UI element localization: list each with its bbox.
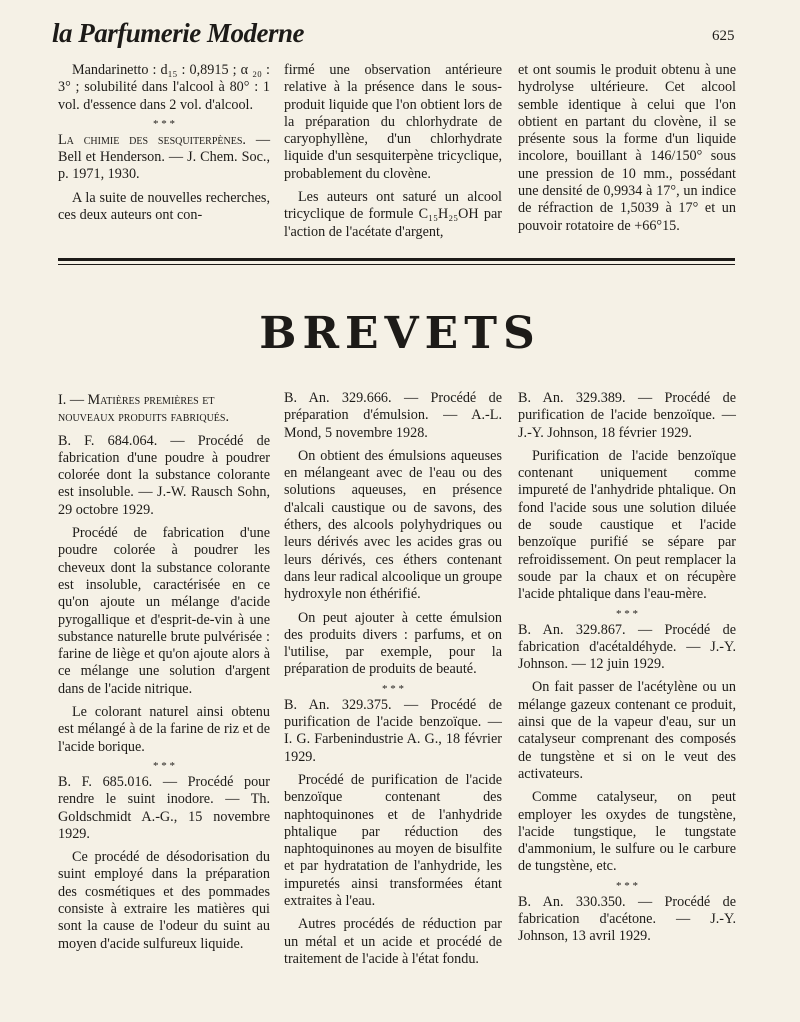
paragraph: Comme catalyseur, on peut employer les oxydes de tungstène, l'acide tungstique, le tungstate d'ammonium, le sulfure ou le carbure de tungstène, etc. (518, 789, 736, 875)
separator-stars: * * * (616, 879, 638, 892)
patent-heading: B. An. 329.389. — Procédé de purification de l'acide benzoïque. — J.-Y. Johnson, 18 février 1929. (518, 390, 736, 441)
paragraph: Le colorant naturel ainsi obtenu est mélangé à de la farine de riz et de l'acide borique. (58, 704, 270, 755)
separator-stars: * * * (153, 117, 175, 130)
patent-heading: B. An. 329.666. — Procédé de préparation d'émulsion. — A.-L. Mond, 5 novembre 1928. (284, 390, 502, 441)
article-title: La chimie des sesquiterpènes. (58, 131, 246, 148)
paragraph: Procédé de purification de l'acide benzoïque contenant des naphtoquinones et de l'anhydride phtalique par réduction des naphtoquinones au moyen de bisulfite et par hydratation de l'anhydride, les impuretés ainsi transformées étant extraites à l'eau. (284, 771, 502, 910)
top-column-1 (58, 62, 270, 230)
top-column-3 (518, 62, 736, 241)
brevets-column-3 (518, 390, 736, 952)
article-reference: — Bell et Henderson. — J. Chem. Soc., p. 1971, 1930. (58, 131, 270, 183)
paragraph: On fait passer de l'acétylène ou un mélange gazeux contenant ce produit, ainsi que de la vapeur d'eau, sur un catalyseur comprenant des composés de tungstène et si on le veut des activateurs. (518, 679, 736, 782)
paragraph: Autres procédés de réduction par un métal et un acide et procédé de traitement de l'acide à l'état fondu. (284, 916, 502, 967)
patent-heading: B. An. 330.350. — Procédé de fabrication d'acétone. — J.-Y. Johnson, 13 avril 1929. (518, 893, 736, 945)
separator-stars: * * * (616, 607, 638, 620)
separator-stars: * * * (382, 682, 404, 695)
paragraph: On peut ajouter à cette émulsion des produits divers : parfums, et on l'utilise, par exemple, pour la préparation de produits de beauté. (284, 609, 502, 678)
page-number: 625 (712, 28, 735, 44)
paragraph: Purification de l'acide benzoïque contenant uniquement comme impureté de l'anhydride phtalique. On fond l'acide sous une solution diluée de soude caustique et l'acide benzoïque purifié se sépare par refroidissement. On peut remplacer la soude par la chaux et on récupère l'acide phtalique dans l'eau-mère. (518, 447, 736, 603)
paragraph: Ce procédé de désodorisation du suint employé dans la préparation des cosmétiques et des pommades consiste à extraire les matières qui sont la cause de l'odeur du suint au moyen d'acide sulfureux liquide. (58, 849, 270, 952)
paragraph: Mandarinetto : d₁₅ : 0,8915 ; α ₂₀ : 3° ; solubilité dans l'alcool à 80° : 1 vol. d'essence dans 2 vol. d'alcool. (58, 62, 270, 113)
section-heading: I. — Matières premières et nouveaux produits fabriqués. (58, 392, 230, 426)
section-title: BREVETS (259, 308, 541, 359)
patent-heading: B. An. 329.867. — Procédé de fabrication d'acétaldéhyde. — J.-Y. Johnson. — 12 juin 1929. (518, 621, 736, 673)
brevets-column-1 (58, 392, 270, 959)
paragraph: On obtient des émulsions aqueuses en mélangeant avec de l'eau ou des solutions aqueuses, en présence d'alcali caustique ou de savons, des éthers, des alcools polyhydriques ou leurs dérivés avec les acides gras ou leurs dérivés, ces éthers contenant dans leur radical alcoolique un groupe hydroxyle non éthérifié. (284, 447, 502, 603)
paragraph: firmé une observation antérieure relative à la présence dans le sous-produit liquide que l'on obtient lors de la préparation du chlorhydrate de caryophyllène, d'un chlorhydrate liquide d'un sesquiterpène tricyclique, probablement du clovène. (284, 62, 502, 182)
paragraph: A la suite de nouvelles recherches, ces deux auteurs ont con- (58, 189, 270, 224)
paragraph: Les auteurs ont saturé un alcool tricyclique de formule C₁₅H₂₅OH par l'action de l'acétate d'argent, (284, 189, 502, 240)
divider-rule-top (58, 258, 735, 261)
separator-stars: * * * (153, 759, 175, 772)
top-column-2 (284, 62, 502, 247)
paragraph: et ont soumis le produit obtenu à une hydrolyse ultérieure. Cet alcool semble identique à celui que l'on obtient en partant du clovène, il se présente sous la forme d'un liquide incolore, bouillant à 146/150° sous une pression de 10 mm., possédant une densité de 0,9934 à 17°, un indice de réfraction de 1,5039 à 17° et un pouvoir rotatoire de +66°15. (518, 62, 736, 234)
patent-heading: B. An. 329.375. — Procédé de purification de l'acide benzoïque. — I. G. Farbenindustrie A. G., 18 février 1929. (284, 696, 502, 765)
journal-logo: la Parfumerie Moderne (52, 18, 304, 48)
paragraph: Procédé de fabrication d'une poudre colorée à poudrer les cheveux dont la substance colorante est insoluble, caractérisée en ce qu'on ajoute un mélange d'acide pyrogallique et d'esprit-de-vin à une substance naturelle brute pulvérisée : farine de liège et qu'on ajoute alors à ce mélange une solution d'argent dans de l'acide nitrique. (58, 525, 270, 697)
brevets-column-2 (284, 390, 502, 974)
paragraph (58, 132, 270, 184)
patent-heading: B. F. 684.064. — Procédé de fabrication d'une poudre à poudrer colorée dont la substance colorante est insoluble. — J.-W. Rausch Sohn, 29 octobre 1929. (58, 432, 270, 518)
patent-heading: B. F. 685.016. — Procédé pour rendre le suint inodore. — Th. Goldschmidt A.-G., 15 novembre 1929. (58, 773, 270, 842)
divider-rule-bottom (58, 264, 735, 265)
